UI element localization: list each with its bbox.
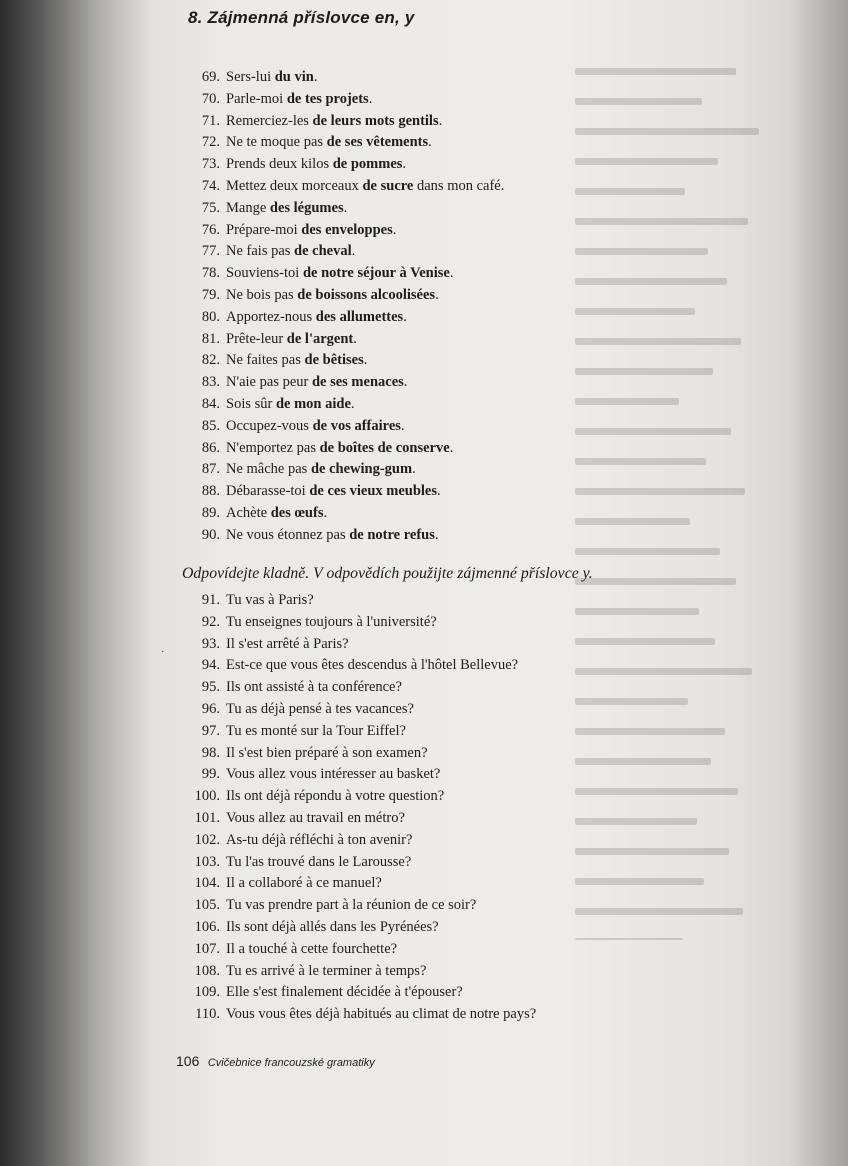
item-number: 74. [201,177,220,194]
question-text: Tu enseignes toujours à l'université? [226,613,437,630]
ghost-line [575,308,805,330]
question-text: Il s'est bien préparé à son examen? [226,744,428,761]
sentence-text: . [434,526,439,543]
sentence-text: Ne te moque pas [226,134,327,151]
ghost-line [575,938,805,940]
item-number: 87. [201,461,220,478]
item-number: 102. [194,831,220,848]
sentence-text: Ne vous étonnez pas [226,526,350,543]
item-number: 72. [201,134,220,151]
ghost-line [575,188,805,210]
question-text: Elle s'est finalement décidée à t'épouser? [226,984,463,1001]
sentence-text: Débarasse-toi [226,483,310,500]
item-number: 89. [201,504,220,521]
highlighted-phrase: des légumes [269,199,344,216]
exercise-item [192,481,504,503]
ghost-line [575,818,805,840]
sentence-text: . [403,308,407,325]
highlighted-phrase: des œufs [270,504,324,521]
sentence-text: Parle-moi [226,90,287,107]
ghost-line [575,698,805,720]
question-text: Vous vous êtes déjà habitués au climat de notre pays? [226,1006,537,1023]
item-number: 110. [195,1006,220,1023]
ghost-line [575,908,805,930]
item-number: 82. [201,352,220,369]
exercise-item [192,808,536,830]
item-number: 107. [194,940,220,957]
exercise-item [192,852,536,874]
exercise-item [192,655,536,677]
sentence-text: Remerciez-les [226,112,313,129]
item-number: 92. [201,613,220,630]
sentence-text: Achète [226,504,271,521]
exercise-item [192,1004,536,1026]
sentence-text: . [323,504,328,521]
item-number: 100. [194,788,220,805]
question-text: Tu as déjà pensé à tes vacances? [226,700,414,717]
exercise-item [192,895,536,917]
exercise-1-list [192,67,504,547]
sentence-text: Souviens-toi [226,265,303,282]
exercise-item [192,350,504,372]
question-text: Vous allez vous intéresser au basket? [226,766,441,783]
sentence-text: Sers-lui [226,69,275,85]
ghost-line [575,428,805,450]
exercise-item [192,263,504,285]
sentence-text: . [428,134,432,151]
sentence-text: Ne bois pas [226,286,298,303]
question-text: Tu l'as trouvé dans le Larousse? [226,853,412,870]
item-number: 98. [201,744,220,761]
highlighted-phrase: de pommes [332,156,403,173]
ghost-line [575,98,805,120]
exercise-item [192,372,504,394]
item-number: 96. [201,700,220,717]
item-number: 104. [194,875,220,892]
exercise-item [192,285,504,307]
item-number: 81. [201,330,220,347]
sentence-text: dans mon café. [413,177,505,194]
item-number: 71. [201,112,220,129]
highlighted-phrase: de boîtes de conserve [319,439,450,456]
sentence-text: N'emportez pas [226,439,320,456]
item-number: 105. [194,897,220,914]
highlighted-phrase: de notre séjour à Venise [302,265,450,282]
exercise-item [192,917,536,939]
item-number: 91. [201,592,220,608]
sentence-text: Prépare-moi [226,221,302,238]
ghost-line [575,488,805,510]
exercise-item [192,176,504,198]
highlighted-phrase: de vos affaires [312,417,401,434]
exercise-item [192,132,504,154]
sentence-text: Mange [226,199,270,216]
ghost-line [575,68,805,90]
ghost-line [575,128,805,150]
ghost-line [575,278,805,300]
item-number: 95. [201,679,220,696]
sentence-text: Ne mâche pas [226,461,311,478]
exercise-item [192,154,504,176]
item-number: 78. [201,265,220,282]
item-number: 94. [201,657,220,674]
item-number: 69. [201,69,220,85]
item-number: 103. [194,853,220,870]
exercise-item [192,198,504,220]
exercise-item [192,111,504,133]
sentence-text: . [363,352,368,369]
sentence-text: Prête-leur [226,330,287,347]
exercise-item [192,961,536,983]
exercise-item [192,416,504,438]
exercise-item [192,721,536,743]
ghost-line [575,758,805,780]
question-text: Il a collaboré à ce manuel? [226,875,382,892]
item-number: 84. [201,395,220,412]
sentence-text: . [351,243,356,260]
exercise-item [192,329,504,351]
question-text: Ils sont déjà allés dans les Pyrénées? [226,918,439,935]
exercise-item [192,394,504,416]
item-number: 93. [201,635,220,652]
sentence-text: Apportez-nous [226,308,316,325]
exercise-item [192,939,536,961]
sentence-text: . [403,374,408,391]
ghost-line [575,788,805,810]
sentence-text: . [343,199,348,216]
highlighted-phrase: de tes projets [286,90,369,107]
exercise-item [192,220,504,242]
highlighted-phrase: de bêtises [304,352,364,369]
sentence-text: . [392,221,397,238]
sentence-text: N'aie pas peur [226,374,312,391]
ghost-line [575,728,805,750]
book-title: Cvičebnice francouzské gramatiky [207,1057,375,1069]
sentence-text: Ne faites pas [226,352,305,369]
highlighted-phrase: de ces vieux meubles [309,483,438,500]
ghost-line [575,638,805,660]
question-text: Vous allez au travail en métro? [226,809,405,826]
question-text: Ils ont assisté à ta conférence? [226,679,402,696]
item-number: 109. [194,984,220,1001]
ghost-line [575,548,805,570]
ghost-line [575,458,805,480]
question-text: Est-ce que vous êtes descendus à l'hôtel Bellevue? [226,657,519,674]
exercise-2-instruction: Odpovídejte kladně. V odpovědích použijte zájmenné příslovce y. [182,565,593,582]
ghost-line [575,578,805,600]
question-text: Tu es monté sur la Tour Eiffel? [226,722,406,739]
exercise-item [192,438,504,460]
exercise-item [192,503,504,525]
sentence-text: . [368,90,373,107]
item-number: 76. [201,221,220,238]
highlighted-phrase: des enveloppes [301,221,393,238]
question-text: Il s'est arrêté à Paris? [226,635,349,652]
exercise-item [192,525,504,547]
exercise-item [192,764,536,786]
exercise-item [192,634,536,656]
highlighted-phrase: de cheval [294,243,352,260]
highlighted-phrase: de leurs mots gentils [312,112,439,129]
highlighted-phrase: de notre refus [349,526,435,543]
sentence-text: . [353,330,357,347]
item-number: 73. [201,156,220,173]
item-number: 101. [194,809,220,826]
item-number: 80. [201,308,220,325]
question-text: Tu vas prendre part à la réunion de ce soir? [226,897,477,914]
sentence-text: Mettez deux morceaux [226,177,363,194]
ghost-line [575,398,805,420]
item-number: 99. [201,766,220,783]
sentence-text: Ne fais pas [226,243,295,260]
question-text: Ils ont déjà répondu à votre question? [226,788,445,805]
highlighted-phrase: de mon aide [275,395,351,412]
sentence-text: . [412,461,416,478]
item-number: 106. [194,918,220,935]
exercise-item [192,743,536,765]
item-number: 77. [201,243,220,260]
ghost-line [575,368,805,390]
exercise-item [192,699,536,721]
highlighted-phrase: de sucre [362,177,414,194]
question-text: As-tu déjà réfléchi à ton avenir? [226,831,413,848]
sentence-text: . [313,69,318,85]
highlighted-phrase: des allumettes [315,308,404,325]
exercise-item [192,67,504,89]
sentence-text: . [435,286,439,303]
exercise-item [192,89,504,111]
question-text: Tu vas à Paris? [226,592,314,608]
page-footer [176,1053,375,1071]
sentence-text: Sois sûr [226,395,276,412]
sentence-text: . [400,417,405,434]
exercise-2-list [192,590,536,1026]
ghost-line [575,218,805,240]
pencil-mark: · [161,647,165,658]
item-number: 79. [201,286,220,303]
item-number: 97. [201,722,220,739]
bleed-through-text [575,60,805,940]
ghost-line [575,248,805,270]
ghost-line [575,158,805,180]
item-number: 70. [201,90,220,107]
sentence-text: . [438,112,443,129]
highlighted-phrase: de boissons alcoolisées [297,286,436,303]
exercise-item [192,241,504,263]
exercise-item [192,677,536,699]
highlighted-phrase: de ses menaces [311,374,404,391]
sentence-text: . [437,483,441,500]
ghost-line [575,848,805,870]
ghost-line [575,518,805,540]
highlighted-phrase: de ses vêtements [326,134,429,151]
page-number: 106 [176,1053,200,1069]
ghost-line [575,608,805,630]
item-number: 83. [201,374,220,391]
exercise-item [192,612,536,634]
sentence-text: Prends deux kilos [226,156,333,173]
item-number: 85. [201,417,220,434]
sentence-text: . [402,156,407,173]
exercise-item [192,982,536,1004]
highlighted-phrase: du vin [274,69,314,85]
item-number: 86. [201,439,220,456]
question-text: Il a touché à cette fourchette? [226,940,398,957]
exercise-item [192,786,536,808]
item-number: 90. [201,526,220,543]
sentence-text: . [449,439,454,456]
item-number: 75. [201,199,220,216]
ghost-line [575,668,805,690]
item-number: 108. [194,962,220,979]
ghost-line [575,878,805,900]
ghost-line [575,338,805,360]
exercise-item [192,459,504,481]
question-text: Tu es arrivé à le terminer à temps? [226,962,427,979]
sentence-text: . [449,265,454,282]
exercise-item [192,307,504,329]
chapter-header: 8. Zájmenná příslovce en, y [188,8,415,27]
exercise-item [192,590,536,612]
highlighted-phrase: de chewing-gum [310,461,413,478]
sentence-text: Occupez-vous [226,417,313,434]
item-number: 88. [201,483,220,500]
sentence-text: . [350,395,355,412]
exercise-item [192,873,536,895]
exercise-item [192,830,536,852]
highlighted-phrase: de l'argent [286,330,354,347]
